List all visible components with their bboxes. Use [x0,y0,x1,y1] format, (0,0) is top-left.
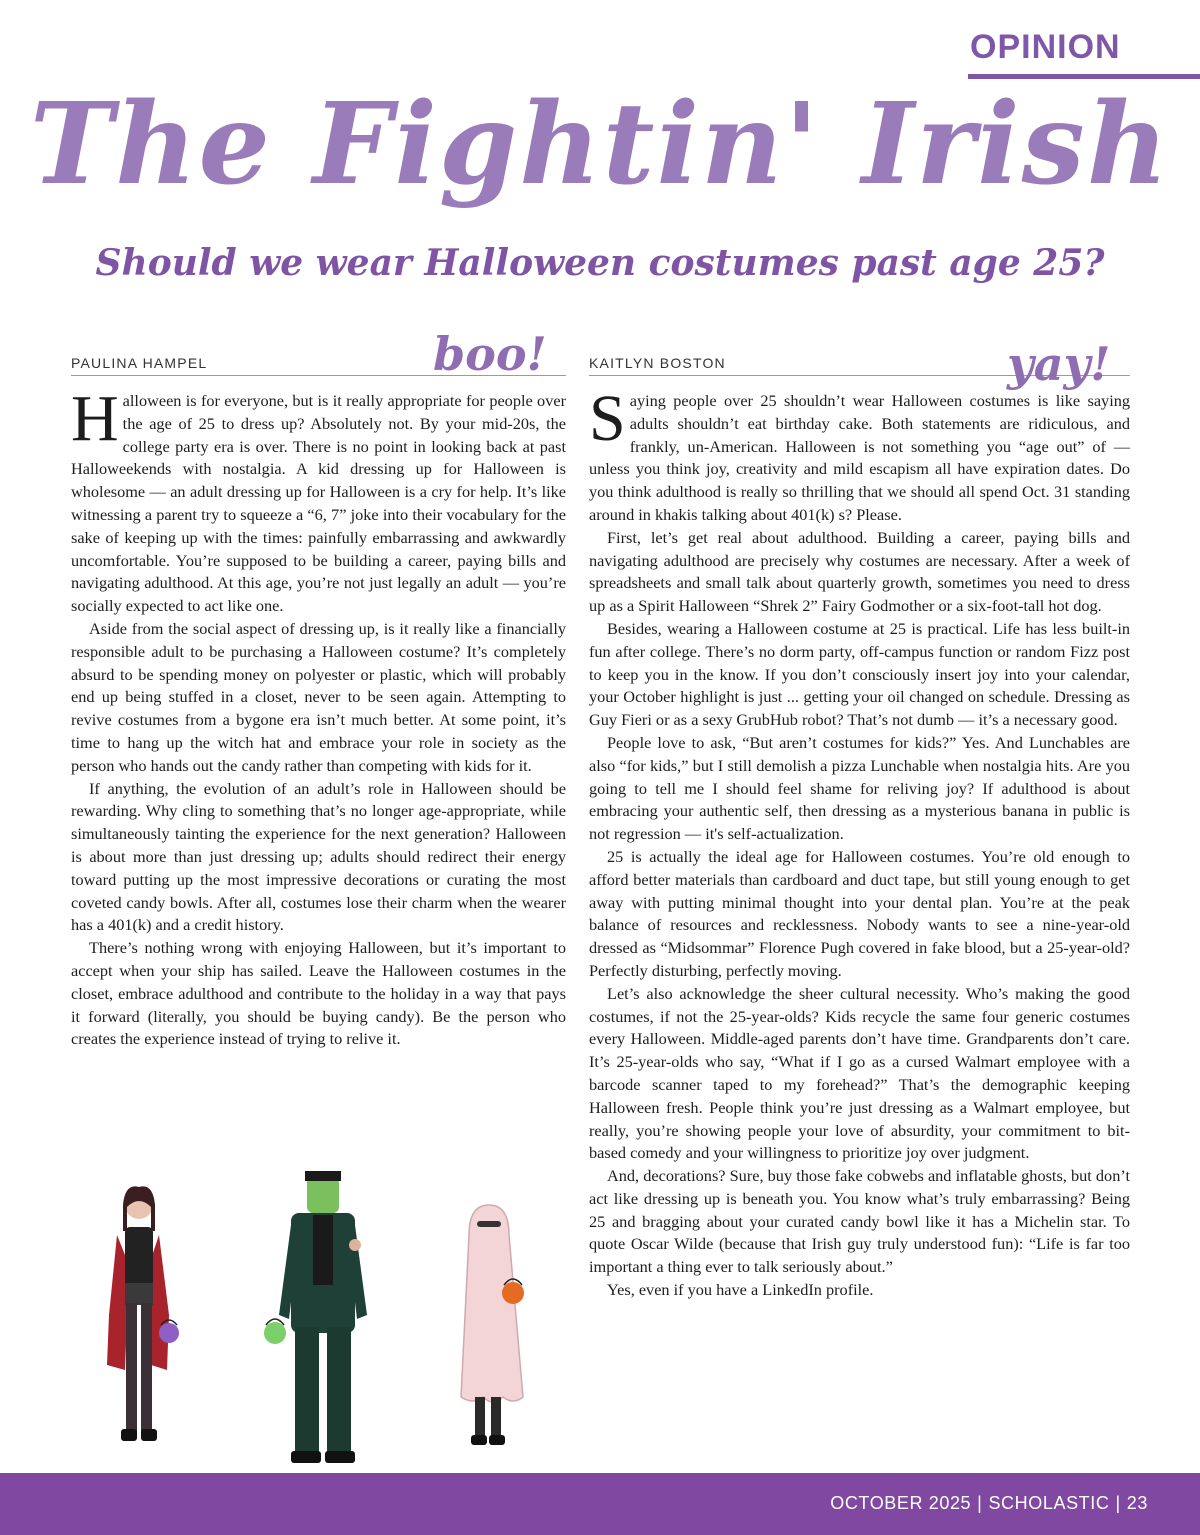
left-byline: PAULINA HAMPEL [71,355,208,371]
right-column [589,325,1130,1302]
subheadline: Should we wear Halloween costumes past age 25? [95,242,1105,284]
left-verdict: boo! [433,327,547,381]
paragraph: Yes, even if you have a LinkedIn profile. [607,1280,874,1300]
drop-cap: H [71,382,119,455]
frankenstein-figure [264,1171,367,1463]
footer-text: OCTOBER 2025 | SCHOLASTIC | 23 [830,1493,1148,1513]
section-label-text: OPINION [970,28,1121,66]
page-number: 23 [1126,1493,1148,1513]
paragraph: First, let’s get real about adulthood. Building a career, paying bills and navigating adulthood are precisely why costumes are necessary. After a week of spreadsheets and small talk about quarterly growth, sometimes you need to dress up as a Spirit Halloween “Shrek 2” Fairy Godmother or a six-foot-tall hot dog. [589,527,1130,616]
paragraph: Let’s also acknowledge the sheer cultural necessity. Who’s making the good costumes, if not the 25-year-olds? Kids recycle the same four generic costumes every Halloween. Middle-aged parents don’t have time. Grandparents don’t care. It’s 25-year-olds who say, “What if I go as a cursed Walmart employee with a barcode scanner taped to my forehead?” That’s the demographic keeping Halloween fresh. People think you’re just dressing as a Walmart employee, but really, you’re showing people your love of absurdity, your commitment to bit-based comedy and your willingness to prioritize joy over judgment. [589,983,1130,1163]
left-column [71,325,566,1051]
left-article-body [71,382,566,1051]
paragraph: Saying people over 25 shouldn’t wear Halloween costumes is like saying adults shouldn’t eat birthday cake. Both statements are ridiculous, and frankly, un-American. Halloween is not something you “age out” of — unless you think joy, creativity and mild escapism all have expiration dates. Do you think adulthood is really so thrilling that we should all spend Oct. 31 standing around in khakis talking about 401(k) s? Please. [589,382,1130,524]
right-byline: KAITLYN BOSTON [589,355,726,371]
footer-publication: SCHOLASTIC [988,1493,1110,1513]
footer-bar [0,1473,1200,1535]
paragraph: If anything, the evolution of an adult’s role in Halloween should be rewarding. Why cling to something that’s no longer age-appropriate, while simultaneously tainting the experience for the next generation? Halloween is about more than just dressing up; adults should redirect their energy toward putting up the most impressive decorations or curating the most coveted candy bowls. After all, costumes lose their charm when the wearer has a 401(k) and a credit history. [71,778,566,935]
vampire-figure [107,1186,179,1441]
paragraph: 25 is actually the ideal age for Halloween costumes. You’re old enough to afford better materials than cardboard and duct tape, but still young enough to get away with putting minimal thought into your dental plan. You’re at the peak balance of resources and recklessness. Nobody wants to see a nine-year-old dressed as “Midsommar” Florence Pugh covered in fake blood, but a 25-year-old? Perfectly disturbing, perfectly moving. [589,846,1130,980]
footer-date: OCTOBER 2025 [830,1493,972,1513]
left-column-header [71,325,566,381]
paragraph: People love to ask, “But aren’t costumes for kids?” Yes. And Lunchables are also “for kids,” but I still demolish a pizza Lunchable when nostalgia hits. Are you going to tell me I should feel shame for reliving joy? If adulthood is about embracing your authentic self, then dressing as a mysterious banana in public is not regression — it's self-actualization. [589,732,1130,844]
paragraph: And, decorations? Sure, buy those fake cobwebs and inflatable ghosts, but don’t act like dressing up is beneath you. You know what’s truly embarrassing? Being 25 and bragging about your curated candy bowl like it has a Michelin star. To quote Oscar Wilde (because that Irish guy truly understood fun): “Life is far too important a thing ever to talk seriously about.” [589,1166,1130,1277]
right-article-body [589,382,1130,1302]
drop-cap: S [589,382,626,455]
paragraph: There’s nothing wrong with enjoying Halloween, but it’s important to accept when your ship has sailed. Leave the Halloween costumes in the closet, embrace adulthood and contribute to the holiday in a way that pays it forward (literally, you should be buying candy). Be the person who creates the experience instead of trying to relive it. [71,938,566,1049]
paragraph: Aside from the social aspect of dressing up, is it really like a financially responsible adult to be purchasing a Halloween costume? It’s completely absurd to be spending money on polyester or plastic, which will probably end up being stuffed in a closet, never to be seen again. Attempting to revive costumes from a bygone era isn’t much better. At some point, it’s time to hang up the witch hat and embrace your role in society as the person who hands out the candy rather than competing with kids for it. [71,618,566,775]
paragraph: Halloween is for everyone, but is it really appropriate for people over the age of 25 to dress up? Absolutely not. By your mid-20s, the college party era is over. There is no point in looking back at past Halloweekends with nostalgia. A kid dressing up for Halloween is wholesome — an adult dressing up for Halloween is a cry for help. It’s like witnessing a parent try to squeeze a “6, 7” joke into their vocabulary for the sake of keeping up with the times: painfully embarrassing and awkwardly uncomfortable. You’re supposed to be building a career, paying bills and navigating adulthood. At this age, you’re not just legally an adult — you’re socially expected to act like one. [71,382,566,616]
costume-illustrations [95,1165,560,1475]
right-column-header [589,325,1130,391]
headline: The Fightin' Irish [29,79,1171,210]
paragraph: Besides, wearing a Halloween costume at 25 is practical. Life has less built-in fun after college. There’s no dorm party, off-campus function or random Fizz post to keep you in the know. If you don’t consciously insert joy into your calendar, your October highlight is just ... getting your oil changed on schedule. Dressing as Guy Fieri or as a sexy GrubHub robot? That’s not dumb — it’s a necessary good. [589,618,1130,730]
right-verdict: yay! [1007,337,1111,391]
ghost-figure [461,1205,524,1445]
